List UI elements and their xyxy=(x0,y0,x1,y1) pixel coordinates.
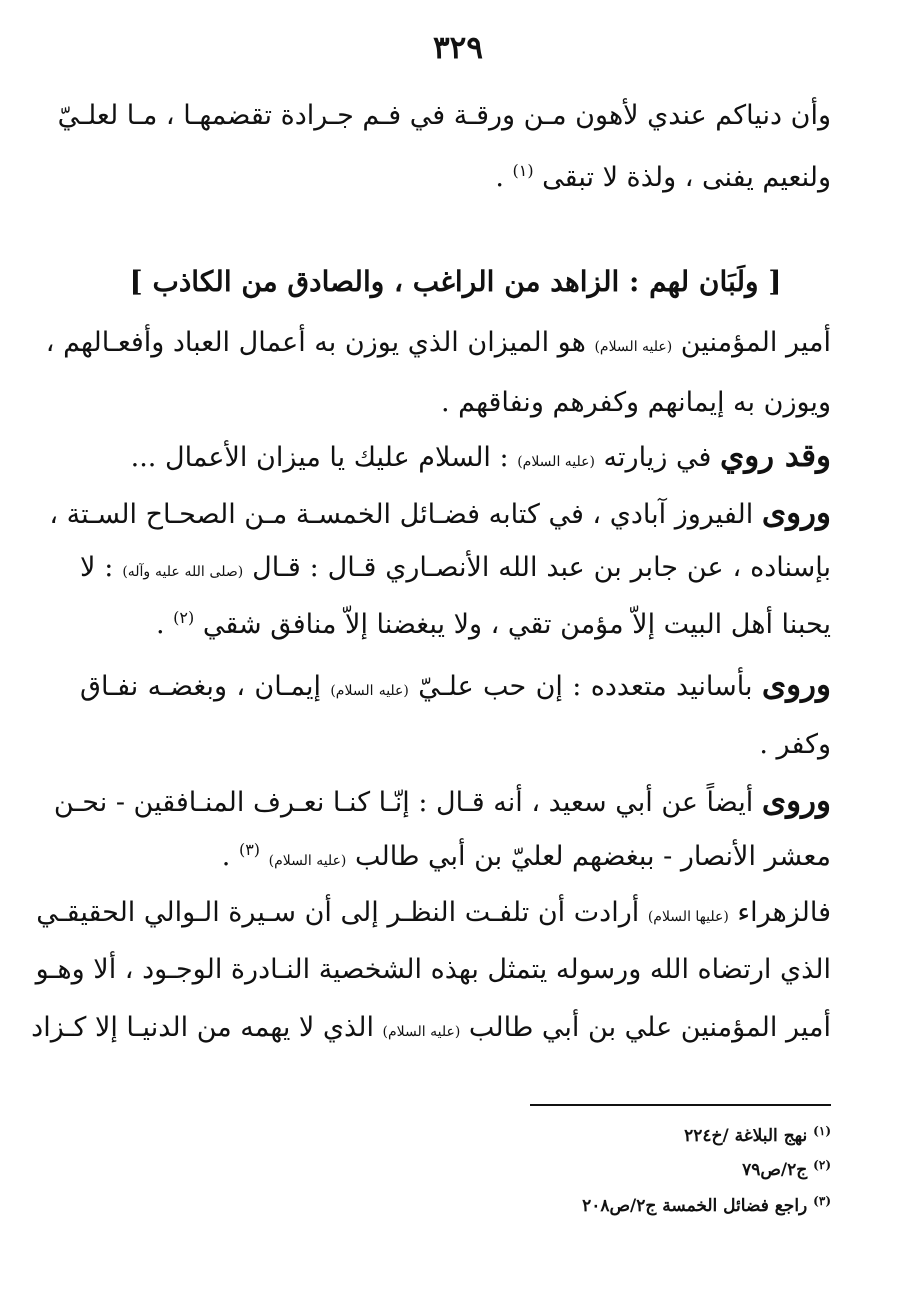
honorific: (عليه السلام) xyxy=(268,853,347,869)
footnote-divider xyxy=(530,1104,831,1106)
text-line-13 xyxy=(36,893,831,937)
line-text: . xyxy=(221,841,239,872)
footnote-text: ج٢/ص٧٩ xyxy=(742,1160,808,1180)
line-text: معشر الأنصار - ببغضهم لعليّ بن أبي طالب xyxy=(346,841,831,872)
line-text: ولنعيم يفنى ، ولذة لا تبقى xyxy=(542,162,831,193)
text-line-6 xyxy=(49,493,831,535)
line-text: الذي لا يهمه من الدنيـا إلا كـزاد xyxy=(31,1012,383,1043)
footnote-2 xyxy=(742,1156,831,1185)
line-text: أمير المؤمنين علي بن أبي طالب xyxy=(460,1012,831,1043)
footnote-ref-1: (١) xyxy=(512,161,534,180)
footnote-text: راجع فضائل الخمسة ج٢/ص٢٠٨ xyxy=(582,1196,808,1216)
page-number: ٣٢٩ xyxy=(433,30,483,66)
line-text: بإسناده ، عن جابر بن عبد الله الأنصـاري قـال : قـال xyxy=(243,552,831,583)
line-text: الفيروز آبادي ، في كتابه فضـائل الخمسـة مـن الصحـاح السـتة ، xyxy=(49,499,762,530)
line-text: الذي ارتضاه الله ورسوله يتمثل بهذه الشخصية النـادرة الوجـود ، ألا وهـو xyxy=(35,954,831,985)
text-line-11 xyxy=(53,781,831,823)
text-line-4 xyxy=(80,383,831,423)
text-line-3 xyxy=(45,323,831,367)
text-line-15 xyxy=(31,1008,831,1052)
line-text: أرادت أن تلفـت النظـر إلى أن سـيرة الـوالي الحقيقـي xyxy=(36,897,648,928)
honorific: (عليه السلام) xyxy=(382,1024,461,1040)
lead-word: وروى xyxy=(761,495,831,531)
honorific: (صلى الله عليه وآله) xyxy=(122,564,244,580)
text-line-5 xyxy=(80,436,831,482)
text-line-2 xyxy=(80,158,831,201)
footnote-text: نهج البلاغة /خ٢٢٤ xyxy=(684,1126,808,1146)
line-text: في زيارته xyxy=(594,442,720,473)
footnote-3 xyxy=(582,1192,831,1221)
honorific: (عليه السلام) xyxy=(517,454,595,470)
footnote-mark: (٢) xyxy=(813,1158,831,1172)
section-heading: [ ولَبَان لهم : الزاهد من الراغب ، والصادق من الكاذب ] xyxy=(129,265,782,298)
line-text: وأن دنياكم عندي لأهون مـن ورقـة في فـم جـرادة تقضمهـا ، مـا لعلـيّ xyxy=(57,100,831,131)
line-text: أيضاً عن أبي سعيد ، أنه قـال : إنّـا كنـا نعـرف المنـافقين - نحـن xyxy=(53,787,762,818)
honorific: (عليه السلام) xyxy=(330,683,409,699)
line-text: هو الميزان الذي يوزن به أعمال العباد وأفعـالهم ، xyxy=(45,327,595,358)
footnote-1 xyxy=(684,1122,831,1151)
line-text: فالزهراء xyxy=(728,897,831,928)
honorific: (عليها السلام) xyxy=(647,909,729,925)
line-text: . xyxy=(495,162,513,193)
line-text: بأسانيد متعدده : إن حب علـيّ xyxy=(408,671,762,702)
lead-word: وروى xyxy=(761,667,831,703)
line-text: : السلام عليك يا ميزان الأعمال ... xyxy=(130,442,518,473)
line-text: أمير المؤمنين xyxy=(672,327,831,358)
text-line-1 xyxy=(57,96,831,136)
line-text: : لا xyxy=(80,552,123,583)
text-line-7 xyxy=(80,548,831,592)
lead-word: وقد روي xyxy=(719,438,831,474)
line-text: إيمـان ، وبغضـه نفـاق xyxy=(80,671,331,702)
footnote-ref-2: (٢) xyxy=(173,608,195,627)
footnote-mark: (١) xyxy=(813,1124,831,1138)
text-line-8 xyxy=(80,605,831,648)
text-line-12 xyxy=(80,837,831,881)
honorific: (عليه السلام) xyxy=(594,339,673,355)
text-line-10 xyxy=(80,725,831,765)
footnote-mark: (٣) xyxy=(813,1194,831,1208)
text-line-9 xyxy=(80,665,831,711)
line-text: . xyxy=(155,609,174,640)
line-text: يحبنا أهل البيت إلاّ مؤمن تقي ، ولا يبغضنا إلاّ منافق شقي xyxy=(202,609,831,640)
line-text: وكفر . xyxy=(759,729,831,760)
text-line-14 xyxy=(35,950,831,990)
footnote-ref-3: (٣) xyxy=(238,840,261,859)
lead-word: وروى xyxy=(761,783,831,819)
line-text: ويوزن به إيمانهم وكفرهم ونفاقهم . xyxy=(440,387,831,418)
